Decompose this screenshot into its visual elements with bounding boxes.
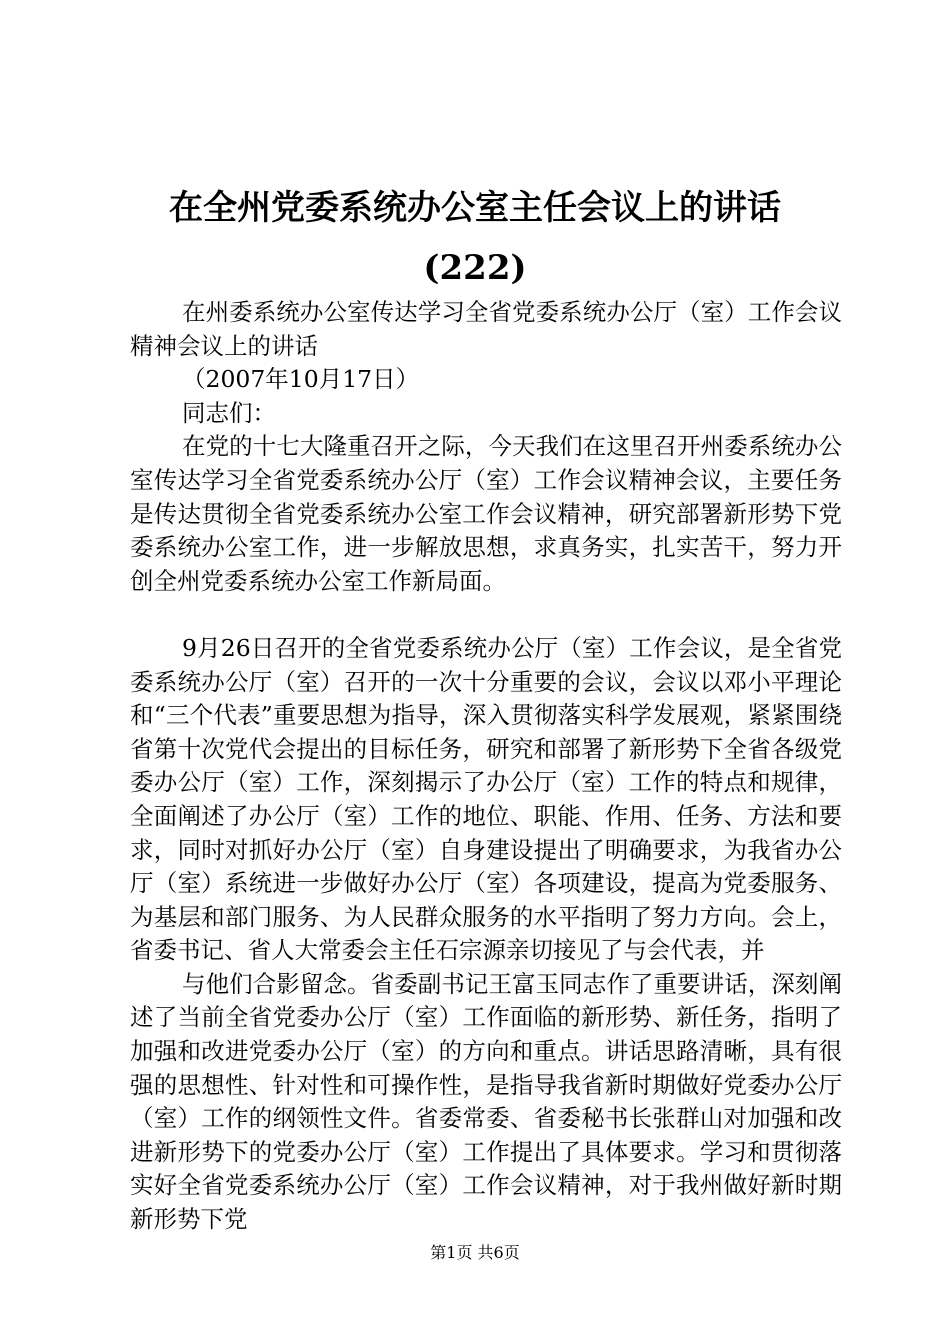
- paragraph: 与他们合影留念。省委副书记王富玉同志作了重要讲话，深刻阐述了当前全省党委办公厅（室）工作面临的新形势、新任务，指明了加强和改进党委办公厅（室）的方向和重点。讲话思路清晰，具有很强的思想性、针对性和可操作性，是指导我省新时期做好党委办公厅（室）工作的纲领性文件。省委常委、省委秘书长张群山对加强和改进新形势下的党委办公厅（室）工作提出了具体要求。学习和贯彻落实好全省党委系统办公厅（室）工作会议精神，对于我州做好新时期新形势下党: [130, 969, 842, 1234]
- document-subtitle: 在州委系统办公室传达学习全省党委系统办公厅（室）工作会议精神会议上的讲话: [130, 298, 842, 360]
- document-title: 在全州党委系统办公室主任会议上的讲话: [169, 188, 781, 228]
- document-date: （2007年10月17日）: [182, 365, 420, 394]
- document-body: [130, 296, 842, 1237]
- page-indicator: 第1页 共6页: [430, 1243, 520, 1262]
- paragraph: 9月26日召开的全省党委系统办公厅（室）工作会议，是全省党委系统办公厅（室）召开的一次十分重要的会议，会议以邓小平理论和“三个代表”重要思想为指导，深入贯彻落实科学发展观，紧紧围绕省第十次党代会提出的目标任务，研究和部署了新形势下全省各级党委办公厅（室）工作，深刻揭示了办公厅（室）工作的特点和规律，全面阐述了办公厅（室）工作的地位、职能、作用、任务、方法和要求，同时对抓好办公厅（室）自身建设提出了明确要求，为我省办公厅（室）系统进一步做好办公厅（室）各项建设，提高为党委服务、为基层和部门服务、为人民群众服务的水平指明了努力方向。会上，省委书记、省人大常委会主任石宗源亲切接见了与会代表，并: [130, 633, 842, 965]
- paragraph-gap: [130, 598, 842, 632]
- paragraph: 在党的十七大隆重召开之际，今天我们在这里召开州委系统办公室传达学习全省党委系统办公厅（室）工作会议精神会议，主要任务是传达贯彻全省党委系统办公室工作会议精神，研究部署新形势下党委系统办公室工作，进一步解放思想，求真务实，扎实苦干，努力开创全州党委系统办公室工作新局面。: [130, 432, 842, 595]
- document-title-number: (222): [423, 248, 527, 288]
- salutation: 同志们：: [182, 398, 276, 427]
